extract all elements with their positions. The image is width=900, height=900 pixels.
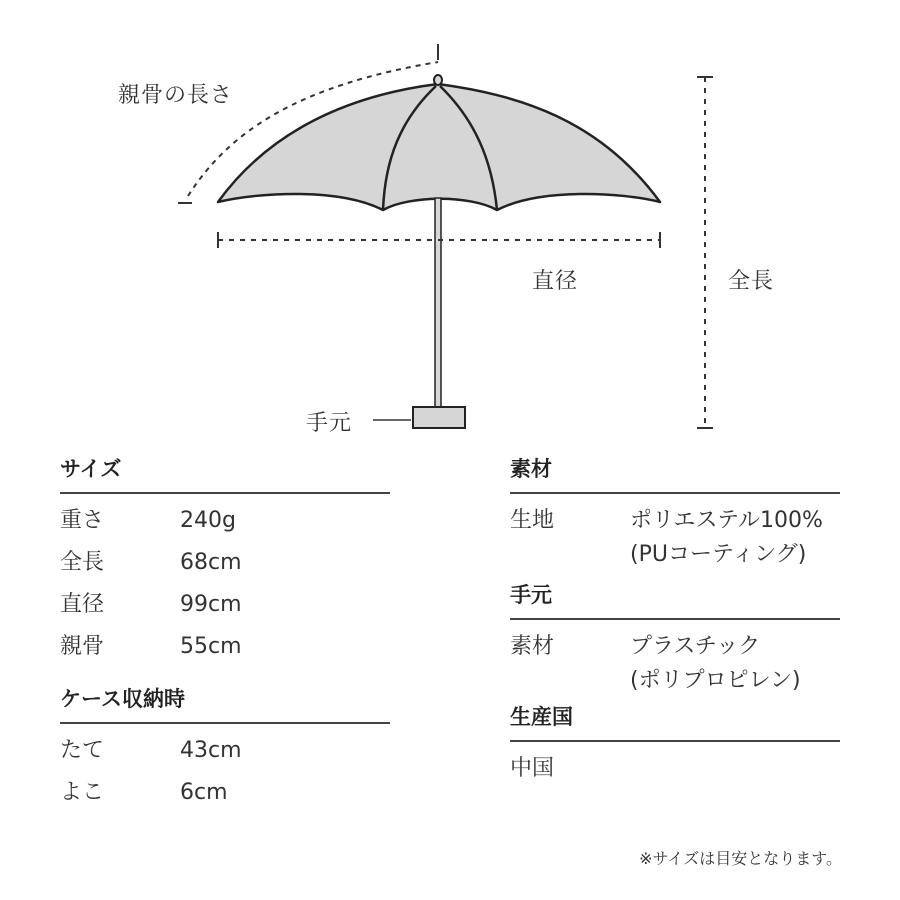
diameter-label: 直径: [532, 269, 579, 294]
spec-value: [630, 626, 840, 698]
spec-label: たて: [60, 738, 105, 763]
case-row-width: [60, 772, 390, 814]
spec-label: よこ: [60, 780, 105, 805]
footnote: ※サイズは目安となります。: [639, 849, 842, 868]
material-row-fabric: [510, 500, 840, 572]
rib-length-label: 親骨の長さ: [118, 83, 234, 108]
handle-label: 手元: [306, 411, 353, 436]
spec-value: 99cm: [180, 592, 242, 617]
umbrella-tip: [434, 75, 442, 85]
spec-label: 親骨: [60, 634, 105, 659]
case-row-height: [60, 730, 390, 772]
umbrella-handle: [413, 407, 465, 428]
umbrella-canopy: [218, 84, 660, 210]
spec-value: 240g: [180, 508, 236, 533]
size-row-rib: [60, 626, 390, 668]
case-heading: ケース収納時: [60, 684, 390, 724]
spec-value: 68cm: [180, 550, 242, 575]
spec-label: 直径: [60, 592, 105, 617]
spec-label: 生地: [510, 508, 555, 533]
total-length-label: 全長: [728, 269, 775, 294]
handle-row-material: [510, 626, 840, 698]
material-heading: 素材: [510, 454, 840, 494]
size-heading: サイズ: [60, 454, 390, 494]
spec-value-line: ポリエステル100%: [630, 508, 823, 533]
size-row-diameter: [60, 584, 390, 626]
handle-heading: 手元: [510, 580, 840, 620]
spec-value: 55cm: [180, 634, 242, 659]
material-spec-column: [510, 454, 840, 790]
spec-label: 全長: [60, 550, 105, 575]
total-length-indicator: [697, 77, 713, 428]
spec-value: 43cm: [180, 738, 242, 763]
size-table: [60, 500, 390, 668]
spec-value-line: プラスチック: [630, 634, 761, 659]
spec-value: 6cm: [180, 780, 228, 805]
spec-value: [630, 500, 840, 572]
case-table: [60, 730, 390, 814]
size-row-weight: [60, 500, 390, 542]
umbrella-shaft: [435, 198, 441, 408]
size-row-total-length: [60, 542, 390, 584]
size-spec-column: [60, 454, 390, 814]
spec-value-line: (PUコーティング): [630, 542, 807, 567]
spec-label: 素材: [510, 634, 555, 659]
origin-heading: 生産国: [510, 702, 840, 742]
origin-row: [510, 748, 840, 790]
origin-value: 中国: [510, 756, 555, 781]
spec-value-line: (ポリプロピレン): [630, 668, 801, 693]
spec-label: 重さ: [60, 508, 105, 533]
